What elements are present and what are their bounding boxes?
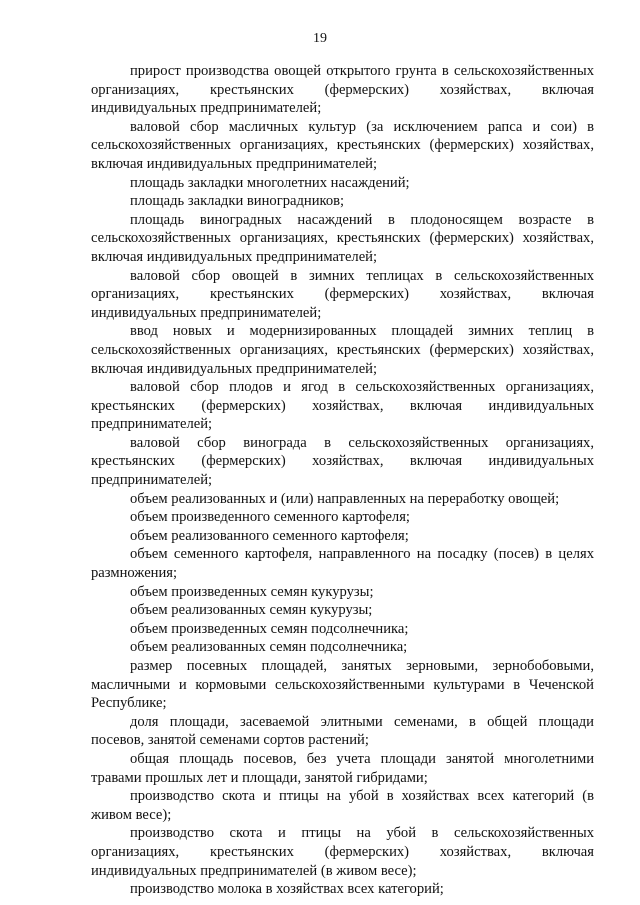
list-item: валовой сбор плодов и ягод в сельскохозяйственных организациях, крестьянских (фермерских) хозяйствах, включая индивидуальных предпринимателей;: [91, 379, 594, 433]
list-item: объем реализованных и (или) направленных на переработку овощей;: [130, 490, 560, 507]
list-item: площадь закладки многолетних насаждений;: [130, 174, 410, 191]
list-item: валовой сбор винограда в сельскохозяйственных организациях, крестьянских (фермерских) хозяйствах, включая индивидуальных предпринимателей;: [91, 434, 594, 489]
list-item: валовой сбор овощей в зимних теплицах в сельскохозяйственных организациях, крестьянских (фермерских) хозяйствах, включая индивидуальных предпринимателей;: [91, 267, 594, 321]
list-item: объем реализованных семян подсолнечника;: [130, 639, 408, 656]
list-item: прирост производства овощей открытого грунта в сельскохозяйственных организациях, крестьянских (фермерских) хозяйствах, включая индивидуальных предпринимателей;: [91, 63, 594, 117]
list-item: площадь виноградных насаждений в плодоносящем возрасте в сельскохозяйственных организациях, крестьянских (фермерских) хозяйствах, включая индивидуальных предпринимателей;: [91, 211, 594, 265]
list-item: размер посевных площадей, занятых зерновыми, зернобобовыми, масличными и кормовыми сельскохозяйственными культурами в Чеченской Республике;: [91, 658, 594, 712]
page-number: 19: [313, 31, 327, 46]
list-item: объем произведенных семян кукурузы;: [130, 583, 374, 600]
document-body: [91, 62, 594, 899]
list-item: ввод новых и модернизированных площадей зимних теплиц в сельскохозяйственных организациях, крестьянских (фермерских) хозяйствах, включая индивидуальных предпринимателей;: [91, 323, 594, 377]
list-item: объем произведенного семенного картофеля;: [130, 509, 410, 526]
list-item: общая площадь посевов, без учета площади занятой многолетними травами прошлых лет и площади, занятой гибридами;: [91, 750, 594, 786]
list-item: объем семенного картофеля, направленного на посадку (посев) в целях размножения;: [91, 546, 594, 582]
list-item: производство скота и птицы на убой в сельскохозяйственных организациях, крестьянских (фермерских) хозяйствах, включая индивидуальных предпринимателей (в живом весе);: [91, 825, 594, 879]
list-item: площадь закладки виноградников;: [130, 193, 345, 210]
list-item: производство скота и птицы на убой в хозяйствах всех категорий (в живом весе);: [91, 788, 594, 823]
list-item: производство молока в хозяйствах всех категорий;: [130, 881, 444, 898]
list-item: объем произведенных семян подсолнечника;: [130, 620, 409, 637]
list-item: объем реализованных семян кукурузы;: [130, 602, 373, 619]
list-item: валовой сбор масличных культур (за исключением рапса и сои) в сельскохозяйственных организациях, крестьянских (фермерских) хозяйствах, включая индивидуальных предпринимателей;: [91, 118, 594, 172]
list-item: доля площади, засеваемой элитными семенами, в общей площади посевов, занятой семенами сортов растений;: [91, 713, 594, 749]
list-item: объем реализованного семенного картофеля;: [130, 527, 409, 544]
